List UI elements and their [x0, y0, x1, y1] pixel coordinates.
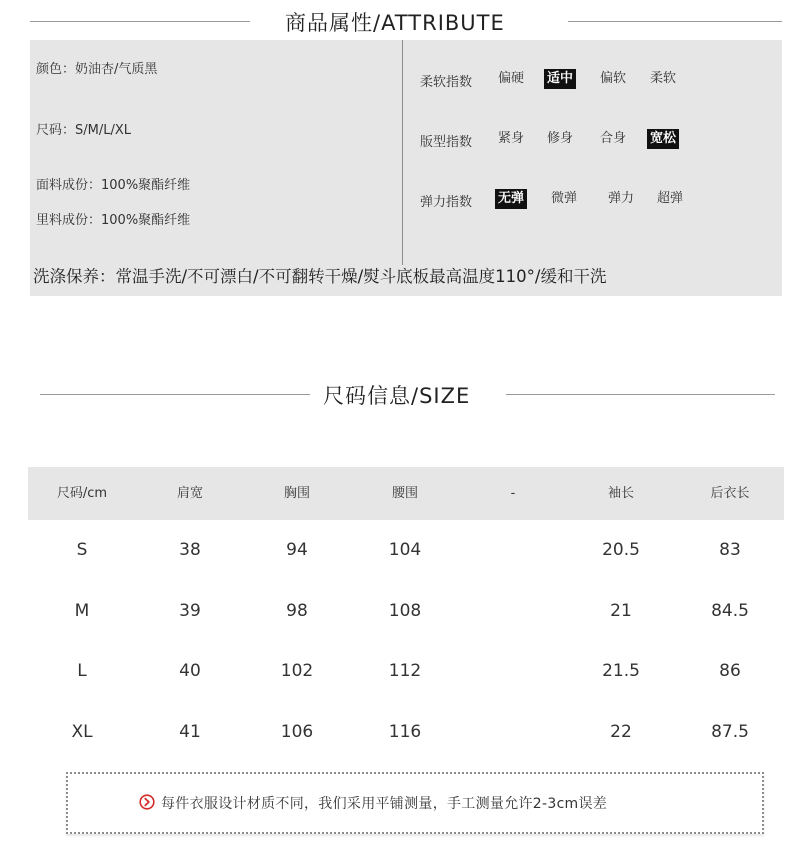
index-option: 适中: [544, 69, 576, 89]
table-cell: 112: [388, 661, 422, 681]
lining-fabric-attribute: 里料成份：100%聚酯纤维: [36, 213, 191, 228]
size-heading-rule-left: [40, 394, 310, 395]
table-cell: 83: [719, 540, 741, 560]
measurement-note-text: 每件衣服设计材质不同，我们采用平铺测量，手工测量允许2-3cm误差: [161, 796, 608, 812]
index-option: 宽松: [647, 129, 679, 149]
header-cell: -: [510, 486, 516, 501]
color-attribute: 颜色：奶油杏/气质黑: [36, 62, 158, 77]
header-cell: 袖长: [607, 486, 634, 501]
index-label: 柔软指数: [420, 75, 473, 90]
table-cell: 41: [179, 721, 201, 742]
table-cell: 106: [280, 721, 314, 742]
table-cell: S: [76, 540, 88, 560]
shell-fabric-attribute: 面料成份：100%聚酯纤维: [36, 178, 191, 193]
index-option: 微弹: [551, 191, 578, 206]
table-row: [28, 581, 784, 642]
index-option: 无弹: [495, 189, 527, 209]
chevron-right-circle-icon: [139, 794, 155, 810]
table-cell: 86: [719, 661, 741, 681]
index-option: 弹力: [608, 191, 635, 206]
size-table-header: [28, 467, 784, 520]
table-cell: 98: [286, 600, 308, 621]
table-cell: 104: [388, 540, 422, 560]
index-label: 版型指数: [420, 135, 473, 150]
table-cell: 40: [179, 661, 201, 681]
table-cell: 21.5: [602, 661, 640, 681]
table-row: [28, 702, 784, 763]
index-option: 柔软: [650, 71, 677, 86]
table-cell: 21: [610, 600, 632, 621]
attribute-panel: [30, 40, 782, 296]
header-cell: 肩宽: [176, 486, 203, 501]
table-cell: 38: [179, 540, 201, 560]
size-heading: 尺码信息/SIZE: [323, 384, 471, 408]
header-cell: 后衣长: [710, 486, 750, 501]
header-cell: 腰围: [391, 486, 418, 501]
index-option: 紧身: [498, 131, 525, 146]
index-option: 偏硬: [498, 71, 525, 86]
panel-divider: [402, 40, 403, 265]
care-instructions: 洗涤保养：常温手洗/不可漂白/不可翻转干燥/熨斗底板最高温度110°/缓和干洗: [33, 267, 607, 286]
table-cell: 116: [388, 721, 422, 742]
heading-rule-right: [568, 21, 782, 22]
table-cell: 94: [286, 540, 308, 560]
heading-rule-left: [30, 21, 250, 22]
index-option: 偏软: [600, 71, 627, 86]
size-attribute: 尺码：S/M/L/XL: [36, 123, 131, 138]
size-heading-rule-right: [506, 394, 775, 395]
table-row: [28, 641, 784, 702]
table-row: [28, 520, 784, 581]
table-cell: 20.5: [602, 540, 640, 560]
size-table: [28, 467, 784, 762]
table-cell: M: [74, 600, 90, 621]
index-option: 超弹: [657, 191, 684, 206]
table-cell: 108: [388, 600, 422, 621]
index-label: 弹力指数: [420, 195, 473, 210]
table-cell: L: [77, 661, 87, 681]
index-option: 修身: [547, 131, 574, 146]
table-cell: XL: [71, 721, 93, 742]
measurement-note: [66, 772, 764, 834]
table-cell: 22: [610, 721, 632, 742]
table-cell: 39: [179, 600, 201, 621]
header-cell: 胸围: [283, 486, 310, 501]
attribute-heading: 商品属性/ATTRIBUTE: [285, 11, 505, 35]
table-cell: 102: [280, 661, 314, 681]
table-cell: 87.5: [711, 721, 749, 742]
table-cell: 84.5: [711, 600, 749, 621]
index-option: 合身: [600, 131, 627, 146]
header-cell: 尺码/cm: [56, 486, 108, 501]
